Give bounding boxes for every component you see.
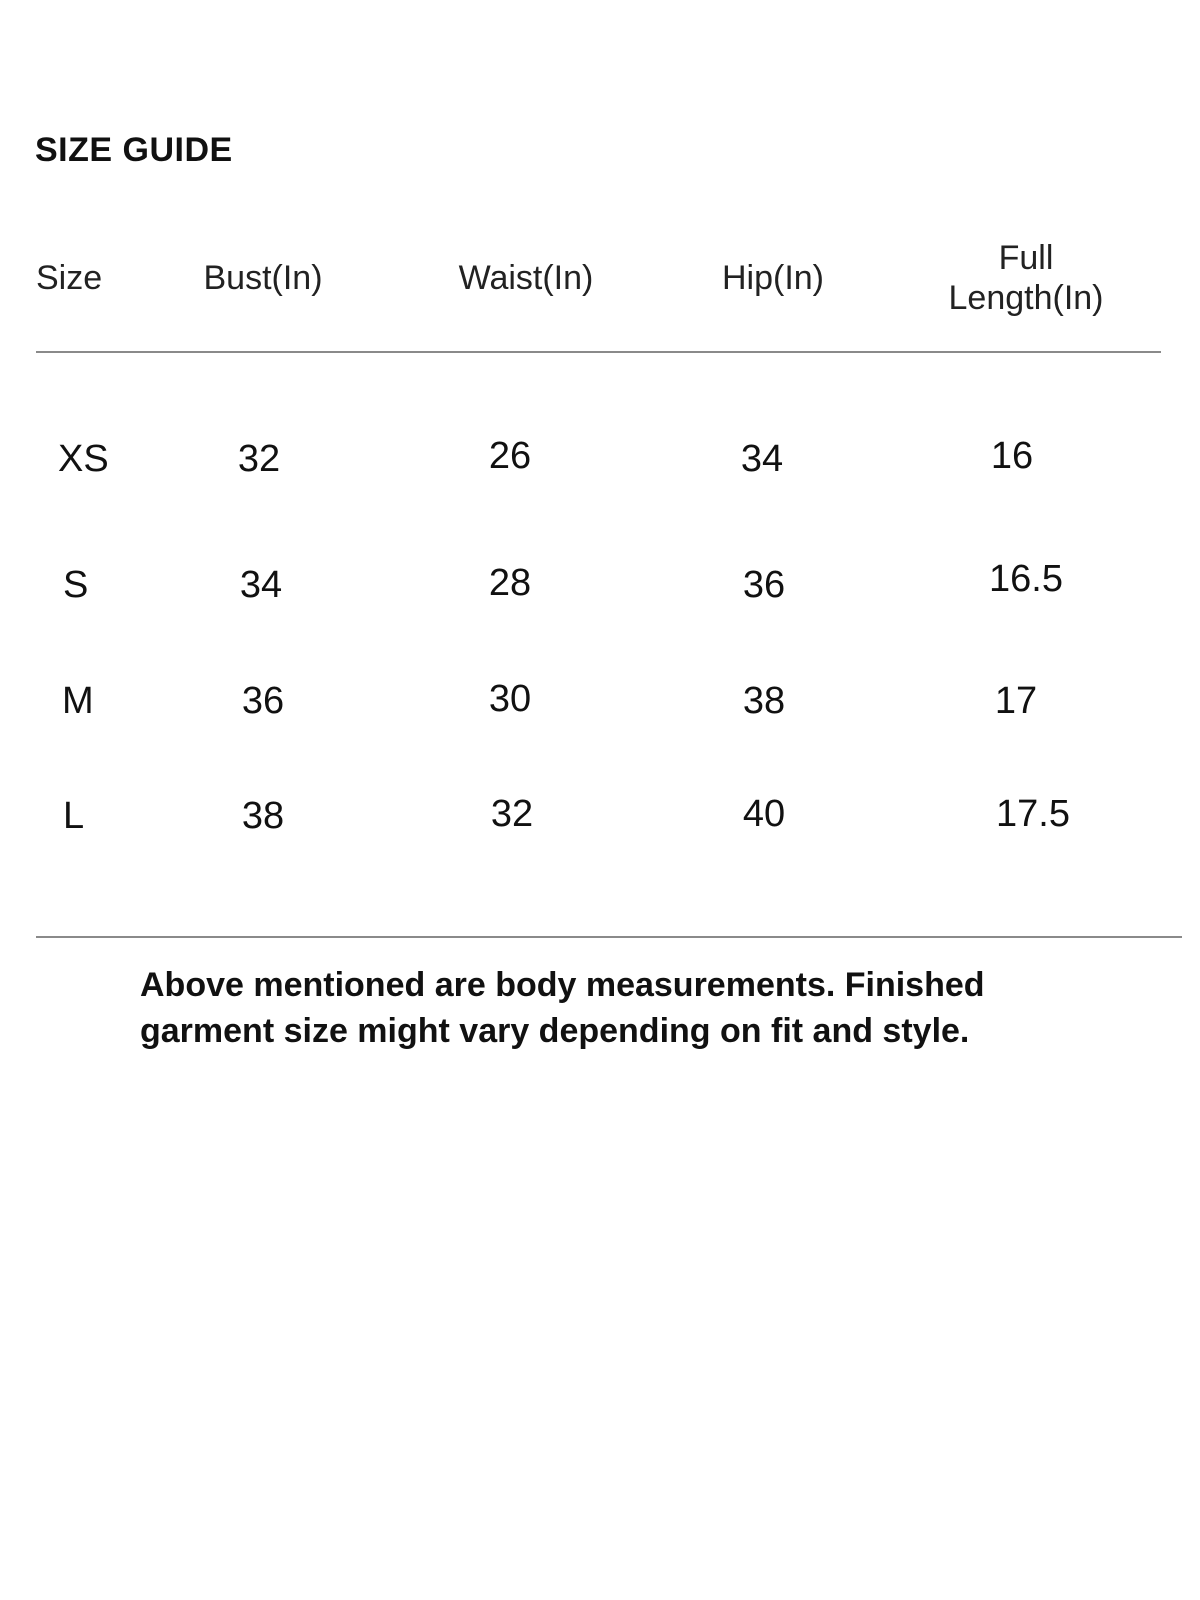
column-header-waist: Waist(In) <box>458 259 594 297</box>
column-header-full-length-line1: Full <box>998 239 1054 277</box>
measurement-note-line1: Above mentioned are body measurements. Finished <box>140 966 985 1004</box>
cell-hip: 34 <box>740 438 784 480</box>
cell-hip: 40 <box>742 793 786 835</box>
cell-length: 17.5 <box>996 793 1070 835</box>
column-header-full-length <box>949 238 1104 318</box>
cell-hip: 38 <box>742 680 786 722</box>
cell-size: XS <box>58 438 109 480</box>
cell-bust: 36 <box>241 680 285 722</box>
cell-bust: 34 <box>239 564 283 606</box>
cell-size: M <box>62 680 94 722</box>
page-title: SIZE GUIDE <box>35 131 233 169</box>
column-header-bust: Bust(In) <box>203 259 323 297</box>
cell-length: 16 <box>990 435 1034 477</box>
cell-length: 16.5 <box>989 558 1063 600</box>
header-divider <box>36 351 1161 353</box>
measurement-note <box>140 962 1100 1054</box>
cell-waist: 32 <box>490 793 534 835</box>
cell-bust: 32 <box>237 438 281 480</box>
cell-waist: 30 <box>488 678 532 720</box>
cell-waist: 26 <box>488 435 532 477</box>
cell-hip: 36 <box>742 564 786 606</box>
cell-length: 17 <box>994 680 1038 722</box>
cell-waist: 28 <box>488 562 532 604</box>
footer-divider <box>36 936 1182 938</box>
measurement-note-line2: garment size might vary depending on fit and style. <box>140 1012 970 1050</box>
column-header-hip: Hip(In) <box>721 259 825 297</box>
column-header-size: Size <box>36 259 103 297</box>
cell-size: S <box>63 564 89 606</box>
cell-size: L <box>63 795 85 837</box>
column-header-full-length-line2: Length(In) <box>948 279 1104 317</box>
cell-bust: 38 <box>241 795 285 837</box>
